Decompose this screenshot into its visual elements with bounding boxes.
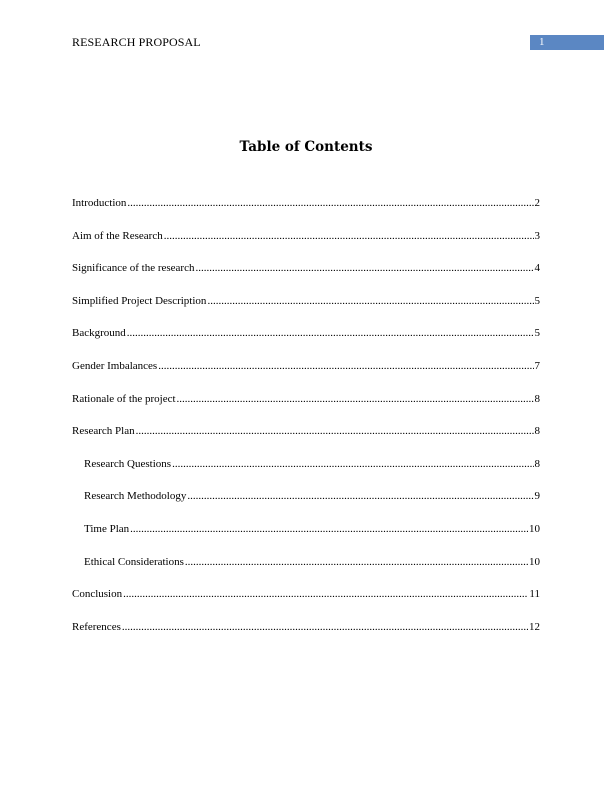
toc-leader-dots — [185, 555, 528, 569]
page-number-badge — [530, 35, 604, 50]
toc-entry-conclusion[interactable] — [72, 587, 540, 601]
toc-entry-aim[interactable] — [72, 229, 540, 243]
toc-entry-label: Conclusion — [72, 588, 123, 600]
toc-entry-references[interactable] — [72, 620, 540, 634]
toc-entry-page: 10 — [529, 523, 540, 535]
toc-leader-dots — [177, 392, 534, 406]
toc-entry-page: 3 — [534, 230, 540, 242]
toc-leader-dots — [130, 522, 528, 536]
toc-entry-label: Time Plan — [84, 523, 130, 535]
toc-entry-research-plan[interactable] — [72, 424, 540, 438]
toc-leader-dots — [207, 294, 533, 308]
toc-entry-label: Gender Imbalances — [72, 360, 158, 372]
toc-entry-research-questions[interactable] — [84, 457, 540, 471]
page-number: 1 — [539, 36, 545, 48]
toc-entry-page: 8 — [534, 393, 540, 405]
toc-entry-page: 7 — [534, 360, 540, 372]
toc-entry-page: 11 — [529, 588, 540, 600]
toc-entry-page: 2 — [534, 197, 540, 209]
toc-entry-background[interactable] — [72, 326, 540, 340]
toc-entry-label: Ethical Considerations — [84, 556, 184, 568]
toc-leader-dots — [123, 587, 528, 601]
toc-entry-label: Simplified Project Description — [72, 295, 207, 307]
toc-entry-page: 12 — [529, 621, 540, 633]
toc-entry-label: Research Plan — [72, 425, 135, 437]
toc-leader-dots — [127, 196, 533, 210]
toc-entry-ethical-considerations[interactable] — [84, 555, 540, 569]
toc-leader-dots — [164, 229, 534, 243]
toc-entry-page: 10 — [529, 556, 540, 568]
toc-entry-time-plan[interactable] — [84, 522, 540, 536]
toc-leader-dots — [136, 424, 534, 438]
toc-entry-label: References — [72, 621, 121, 633]
toc-leader-dots — [172, 457, 533, 471]
toc-entry-introduction[interactable] — [72, 196, 540, 210]
toc-entry-label: Research Questions — [84, 458, 172, 470]
toc-entry-rationale[interactable] — [72, 392, 540, 406]
toc-leader-dots — [195, 261, 533, 275]
toc-entry-gender-imbalances[interactable] — [72, 359, 540, 373]
toc-entry-label: Rationale of the project — [72, 393, 176, 405]
toc-entry-page: 4 — [534, 262, 540, 274]
toc-entry-page: 8 — [534, 458, 540, 470]
toc-entry-label: Introduction — [72, 197, 127, 209]
toc-leader-dots — [187, 489, 533, 503]
toc-leader-dots — [158, 359, 533, 373]
toc-entry-project-description[interactable] — [72, 294, 540, 308]
toc-leader-dots — [122, 620, 528, 634]
toc-entry-label: Aim of the Research — [72, 230, 163, 242]
toc-entry-page: 5 — [534, 295, 540, 307]
toc-entry-label: Background — [72, 327, 126, 339]
toc-entry-significance[interactable] — [72, 261, 540, 275]
toc-entry-page: 9 — [534, 490, 540, 502]
toc-entry-page: 8 — [534, 425, 540, 437]
toc-title: Table of Contents — [239, 139, 373, 155]
toc-leader-dots — [127, 326, 534, 340]
toc-entry-page: 5 — [534, 327, 540, 339]
toc-entry-label: Significance of the research — [72, 262, 195, 274]
toc-entry-label: Research Methodology — [84, 490, 187, 502]
running-header: RESEARCH PROPOSAL — [72, 35, 201, 49]
toc-entry-research-methodology[interactable] — [84, 489, 540, 503]
